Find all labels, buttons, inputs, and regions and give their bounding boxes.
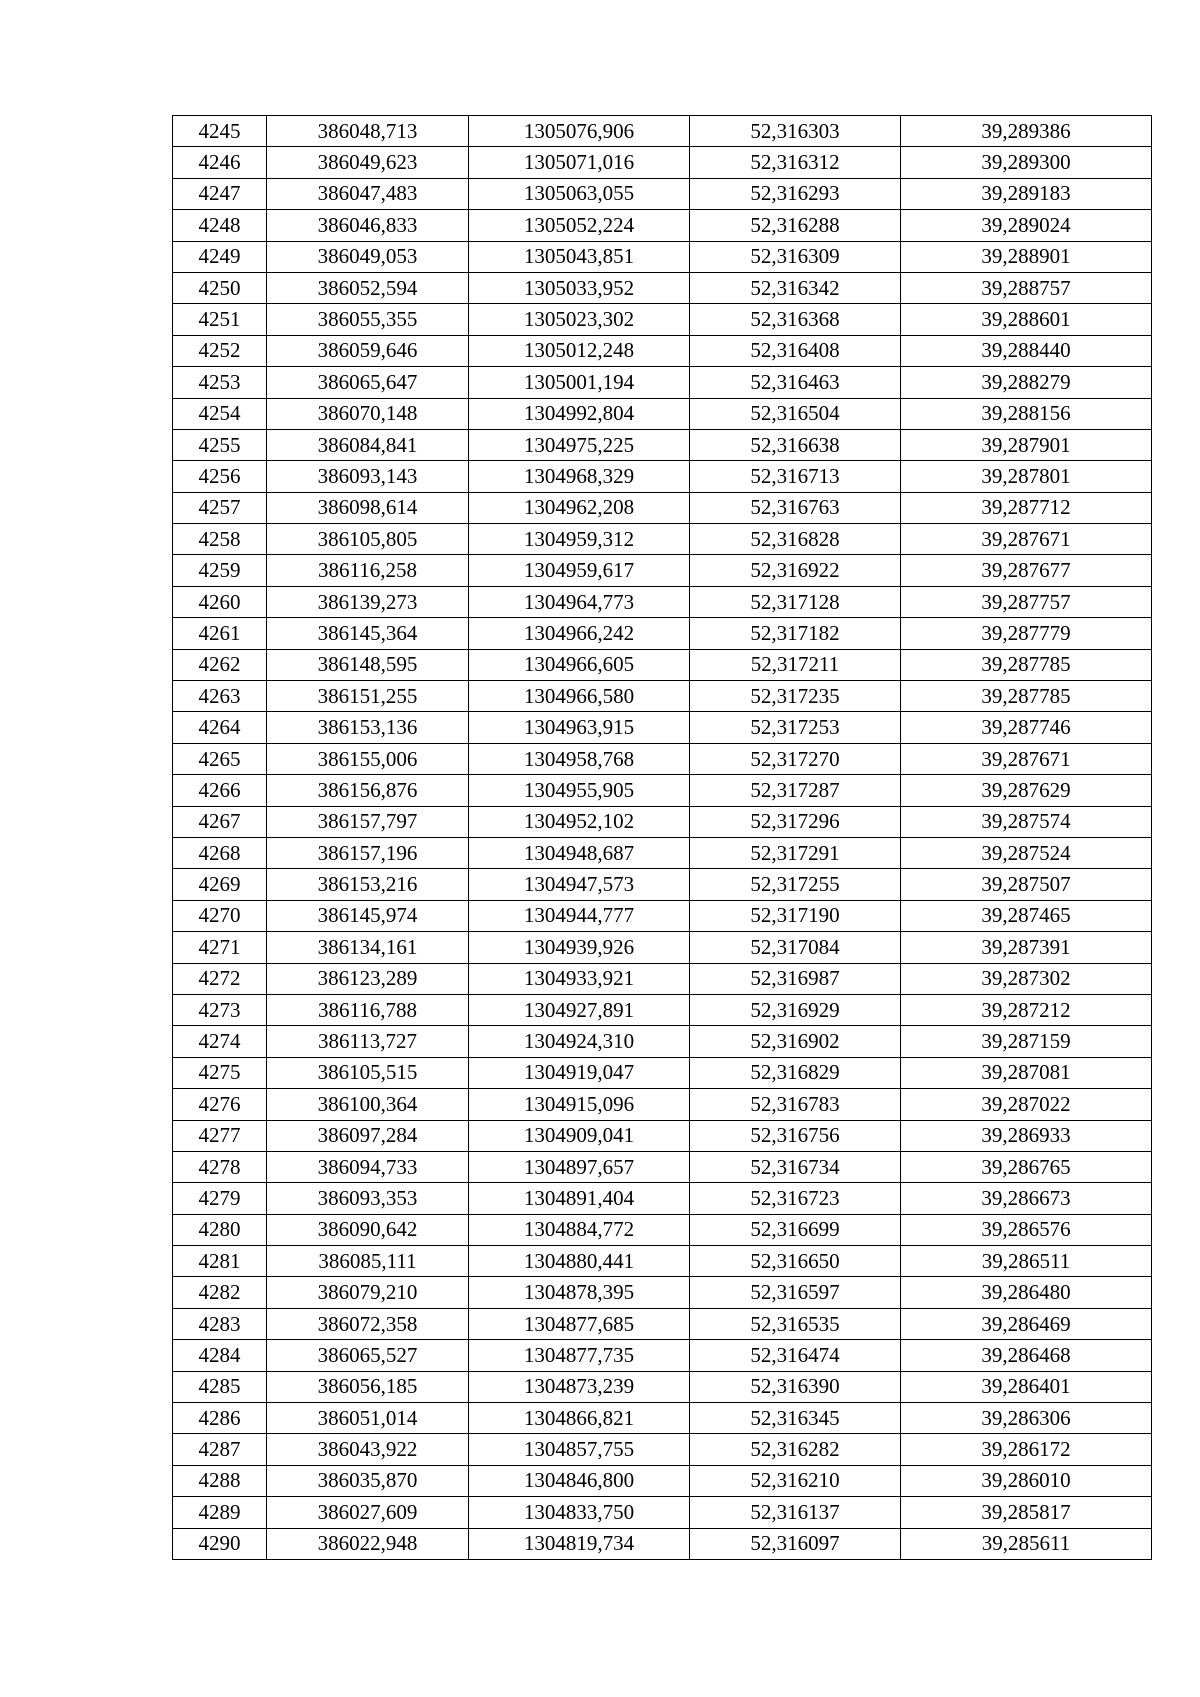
y-coordinate-cell: 1304975,225 (469, 429, 690, 460)
point-number-cell: 4286 (173, 1403, 267, 1434)
coordinates-table-body (173, 116, 1152, 1560)
point-number-cell: 4254 (173, 398, 267, 429)
latitude-cell: 52,316210 (690, 1465, 901, 1496)
x-coordinate-cell: 386098,614 (267, 492, 469, 523)
point-number-cell: 4262 (173, 649, 267, 680)
latitude-cell: 52,316137 (690, 1497, 901, 1528)
point-number-cell: 4250 (173, 272, 267, 303)
longitude-cell: 39,287212 (901, 994, 1152, 1025)
point-number-cell: 4266 (173, 775, 267, 806)
latitude-cell: 52,317296 (690, 806, 901, 837)
latitude-cell: 52,316293 (690, 178, 901, 209)
point-number-cell: 4263 (173, 681, 267, 712)
longitude-cell: 39,286401 (901, 1371, 1152, 1402)
point-number-cell: 4277 (173, 1120, 267, 1151)
y-coordinate-cell: 1304884,772 (469, 1214, 690, 1245)
point-number-cell: 4287 (173, 1434, 267, 1465)
table-row (173, 743, 1152, 774)
table-row (173, 1057, 1152, 1088)
longitude-cell: 39,286673 (901, 1183, 1152, 1214)
point-number-cell: 4265 (173, 743, 267, 774)
longitude-cell: 39,288156 (901, 398, 1152, 429)
y-coordinate-cell: 1305052,224 (469, 210, 690, 241)
table-row (173, 116, 1152, 147)
point-number-cell: 4289 (173, 1497, 267, 1528)
longitude-cell: 39,287801 (901, 461, 1152, 492)
latitude-cell: 52,317270 (690, 743, 901, 774)
table-row (173, 555, 1152, 586)
point-number-cell: 4249 (173, 241, 267, 272)
x-coordinate-cell: 386084,841 (267, 429, 469, 460)
x-coordinate-cell: 386065,647 (267, 367, 469, 398)
longitude-cell: 39,287022 (901, 1089, 1152, 1120)
longitude-cell: 39,287677 (901, 555, 1152, 586)
x-coordinate-cell: 386113,727 (267, 1026, 469, 1057)
table-row (173, 837, 1152, 868)
point-number-cell: 4248 (173, 210, 267, 241)
longitude-cell: 39,286480 (901, 1277, 1152, 1308)
latitude-cell: 52,316282 (690, 1434, 901, 1465)
x-coordinate-cell: 386155,006 (267, 743, 469, 774)
point-number-cell: 4280 (173, 1214, 267, 1245)
x-coordinate-cell: 386148,595 (267, 649, 469, 680)
table-row (173, 1465, 1152, 1496)
table-row (173, 1120, 1152, 1151)
longitude-cell: 39,287785 (901, 681, 1152, 712)
table-row (173, 932, 1152, 963)
x-coordinate-cell: 386043,922 (267, 1434, 469, 1465)
y-coordinate-cell: 1304933,921 (469, 963, 690, 994)
x-coordinate-cell: 386157,196 (267, 837, 469, 868)
y-coordinate-cell: 1305076,906 (469, 116, 690, 147)
y-coordinate-cell: 1304958,768 (469, 743, 690, 774)
y-coordinate-cell: 1304963,915 (469, 712, 690, 743)
latitude-cell: 52,316699 (690, 1214, 901, 1245)
y-coordinate-cell: 1304878,395 (469, 1277, 690, 1308)
longitude-cell: 39,287757 (901, 586, 1152, 617)
longitude-cell: 39,287901 (901, 429, 1152, 460)
table-row (173, 398, 1152, 429)
point-number-cell: 4273 (173, 994, 267, 1025)
x-coordinate-cell: 386153,136 (267, 712, 469, 743)
latitude-cell: 52,316408 (690, 335, 901, 366)
table-row (173, 681, 1152, 712)
point-number-cell: 4288 (173, 1465, 267, 1496)
y-coordinate-cell: 1304968,329 (469, 461, 690, 492)
latitude-cell: 52,316638 (690, 429, 901, 460)
latitude-cell: 52,317287 (690, 775, 901, 806)
latitude-cell: 52,316902 (690, 1026, 901, 1057)
latitude-cell: 52,316097 (690, 1528, 901, 1559)
longitude-cell: 39,287159 (901, 1026, 1152, 1057)
x-coordinate-cell: 386157,797 (267, 806, 469, 837)
point-number-cell: 4282 (173, 1277, 267, 1308)
latitude-cell: 52,316650 (690, 1246, 901, 1277)
point-number-cell: 4279 (173, 1183, 267, 1214)
latitude-cell: 52,317182 (690, 618, 901, 649)
y-coordinate-cell: 1304846,800 (469, 1465, 690, 1496)
table-row (173, 1183, 1152, 1214)
table-row (173, 272, 1152, 303)
x-coordinate-cell: 386100,364 (267, 1089, 469, 1120)
latitude-cell: 52,316734 (690, 1151, 901, 1182)
x-coordinate-cell: 386145,974 (267, 900, 469, 931)
longitude-cell: 39,286576 (901, 1214, 1152, 1245)
latitude-cell: 52,316474 (690, 1340, 901, 1371)
y-coordinate-cell: 1304891,404 (469, 1183, 690, 1214)
y-coordinate-cell: 1304833,750 (469, 1497, 690, 1528)
longitude-cell: 39,287712 (901, 492, 1152, 523)
longitude-cell: 39,287465 (901, 900, 1152, 931)
point-number-cell: 4267 (173, 806, 267, 837)
longitude-cell: 39,287629 (901, 775, 1152, 806)
point-number-cell: 4258 (173, 524, 267, 555)
longitude-cell: 39,285611 (901, 1528, 1152, 1559)
latitude-cell: 52,316463 (690, 367, 901, 398)
table-row (173, 869, 1152, 900)
latitude-cell: 52,317211 (690, 649, 901, 680)
table-row (173, 712, 1152, 743)
x-coordinate-cell: 386116,258 (267, 555, 469, 586)
point-number-cell: 4255 (173, 429, 267, 460)
x-coordinate-cell: 386056,185 (267, 1371, 469, 1402)
longitude-cell: 39,286469 (901, 1308, 1152, 1339)
longitude-cell: 39,288757 (901, 272, 1152, 303)
latitude-cell: 52,316390 (690, 1371, 901, 1402)
point-number-cell: 4278 (173, 1151, 267, 1182)
x-coordinate-cell: 386072,358 (267, 1308, 469, 1339)
point-number-cell: 4290 (173, 1528, 267, 1559)
latitude-cell: 52,316929 (690, 994, 901, 1025)
longitude-cell: 39,286306 (901, 1403, 1152, 1434)
y-coordinate-cell: 1304880,441 (469, 1246, 690, 1277)
latitude-cell: 52,317190 (690, 900, 901, 931)
x-coordinate-cell: 386022,948 (267, 1528, 469, 1559)
x-coordinate-cell: 386059,646 (267, 335, 469, 366)
table-row (173, 1246, 1152, 1277)
longitude-cell: 39,289300 (901, 147, 1152, 178)
table-row (173, 461, 1152, 492)
x-coordinate-cell: 386134,161 (267, 932, 469, 963)
longitude-cell: 39,289183 (901, 178, 1152, 209)
table-row (173, 1089, 1152, 1120)
point-number-cell: 4269 (173, 869, 267, 900)
y-coordinate-cell: 1305001,194 (469, 367, 690, 398)
x-coordinate-cell: 386051,014 (267, 1403, 469, 1434)
table-row (173, 618, 1152, 649)
x-coordinate-cell: 386105,805 (267, 524, 469, 555)
table-row (173, 963, 1152, 994)
longitude-cell: 39,287574 (901, 806, 1152, 837)
y-coordinate-cell: 1304966,580 (469, 681, 690, 712)
x-coordinate-cell: 386105,515 (267, 1057, 469, 1088)
table-row (173, 1340, 1152, 1371)
table-row (173, 900, 1152, 931)
latitude-cell: 52,316713 (690, 461, 901, 492)
y-coordinate-cell: 1304964,773 (469, 586, 690, 617)
x-coordinate-cell: 386097,284 (267, 1120, 469, 1151)
latitude-cell: 52,316312 (690, 147, 901, 178)
table-row (173, 586, 1152, 617)
longitude-cell: 39,286511 (901, 1246, 1152, 1277)
x-coordinate-cell: 386151,255 (267, 681, 469, 712)
latitude-cell: 52,316597 (690, 1277, 901, 1308)
y-coordinate-cell: 1304948,687 (469, 837, 690, 868)
table-row (173, 429, 1152, 460)
x-coordinate-cell: 386085,111 (267, 1246, 469, 1277)
point-number-cell: 4245 (173, 116, 267, 147)
point-number-cell: 4260 (173, 586, 267, 617)
table-row (173, 994, 1152, 1025)
longitude-cell: 39,286010 (901, 1465, 1152, 1496)
y-coordinate-cell: 1304992,804 (469, 398, 690, 429)
table-row (173, 1497, 1152, 1528)
x-coordinate-cell: 386035,870 (267, 1465, 469, 1496)
point-number-cell: 4246 (173, 147, 267, 178)
point-number-cell: 4256 (173, 461, 267, 492)
point-number-cell: 4285 (173, 1371, 267, 1402)
x-coordinate-cell: 386052,594 (267, 272, 469, 303)
longitude-cell: 39,286765 (901, 1151, 1152, 1182)
table-row (173, 1371, 1152, 1402)
longitude-cell: 39,289024 (901, 210, 1152, 241)
x-coordinate-cell: 386156,876 (267, 775, 469, 806)
x-coordinate-cell: 386049,053 (267, 241, 469, 272)
table-row (173, 241, 1152, 272)
latitude-cell: 52,316987 (690, 963, 901, 994)
latitude-cell: 52,316288 (690, 210, 901, 241)
y-coordinate-cell: 1304877,735 (469, 1340, 690, 1371)
x-coordinate-cell: 386027,609 (267, 1497, 469, 1528)
x-coordinate-cell: 386079,210 (267, 1277, 469, 1308)
point-number-cell: 4251 (173, 304, 267, 335)
table-row (173, 147, 1152, 178)
table-row (173, 1308, 1152, 1339)
longitude-cell: 39,286468 (901, 1340, 1152, 1371)
longitude-cell: 39,289386 (901, 116, 1152, 147)
y-coordinate-cell: 1304927,891 (469, 994, 690, 1025)
x-coordinate-cell: 386153,216 (267, 869, 469, 900)
x-coordinate-cell: 386093,353 (267, 1183, 469, 1214)
y-coordinate-cell: 1304919,047 (469, 1057, 690, 1088)
point-number-cell: 4274 (173, 1026, 267, 1057)
x-coordinate-cell: 386123,289 (267, 963, 469, 994)
longitude-cell: 39,287391 (901, 932, 1152, 963)
point-number-cell: 4275 (173, 1057, 267, 1088)
y-coordinate-cell: 1304959,617 (469, 555, 690, 586)
latitude-cell: 52,317255 (690, 869, 901, 900)
longitude-cell: 39,287524 (901, 837, 1152, 868)
point-number-cell: 4261 (173, 618, 267, 649)
x-coordinate-cell: 386090,642 (267, 1214, 469, 1245)
table-row (173, 492, 1152, 523)
y-coordinate-cell: 1304897,657 (469, 1151, 690, 1182)
y-coordinate-cell: 1305023,302 (469, 304, 690, 335)
point-number-cell: 4276 (173, 1089, 267, 1120)
latitude-cell: 52,316723 (690, 1183, 901, 1214)
x-coordinate-cell: 386049,623 (267, 147, 469, 178)
table-row (173, 649, 1152, 680)
longitude-cell: 39,287081 (901, 1057, 1152, 1088)
point-number-cell: 4281 (173, 1246, 267, 1277)
longitude-cell: 39,287785 (901, 649, 1152, 680)
latitude-cell: 52,317291 (690, 837, 901, 868)
longitude-cell: 39,286172 (901, 1434, 1152, 1465)
point-number-cell: 4257 (173, 492, 267, 523)
table-row (173, 367, 1152, 398)
x-coordinate-cell: 386047,483 (267, 178, 469, 209)
x-coordinate-cell: 386055,355 (267, 304, 469, 335)
point-number-cell: 4259 (173, 555, 267, 586)
y-coordinate-cell: 1304909,041 (469, 1120, 690, 1151)
y-coordinate-cell: 1304955,905 (469, 775, 690, 806)
y-coordinate-cell: 1304877,685 (469, 1308, 690, 1339)
table-row (173, 1528, 1152, 1559)
coordinates-table (172, 115, 1152, 1560)
longitude-cell: 39,286933 (901, 1120, 1152, 1151)
y-coordinate-cell: 1304939,926 (469, 932, 690, 963)
y-coordinate-cell: 1304959,312 (469, 524, 690, 555)
longitude-cell: 39,288601 (901, 304, 1152, 335)
x-coordinate-cell: 386094,733 (267, 1151, 469, 1182)
longitude-cell: 39,287746 (901, 712, 1152, 743)
x-coordinate-cell: 386145,364 (267, 618, 469, 649)
table-row (173, 524, 1152, 555)
y-coordinate-cell: 1304873,239 (469, 1371, 690, 1402)
x-coordinate-cell: 386065,527 (267, 1340, 469, 1371)
longitude-cell: 39,285817 (901, 1497, 1152, 1528)
latitude-cell: 52,316828 (690, 524, 901, 555)
y-coordinate-cell: 1304962,208 (469, 492, 690, 523)
longitude-cell: 39,287671 (901, 524, 1152, 555)
table-row (173, 1403, 1152, 1434)
y-coordinate-cell: 1304857,755 (469, 1434, 690, 1465)
table-row (173, 178, 1152, 209)
point-number-cell: 4283 (173, 1308, 267, 1339)
latitude-cell: 52,316829 (690, 1057, 901, 1088)
latitude-cell: 52,316922 (690, 555, 901, 586)
y-coordinate-cell: 1304952,102 (469, 806, 690, 837)
longitude-cell: 39,287671 (901, 743, 1152, 774)
latitude-cell: 52,317084 (690, 932, 901, 963)
y-coordinate-cell: 1304947,573 (469, 869, 690, 900)
table-row (173, 775, 1152, 806)
latitude-cell: 52,317253 (690, 712, 901, 743)
table-row (173, 335, 1152, 366)
longitude-cell: 39,287302 (901, 963, 1152, 994)
table-row (173, 1026, 1152, 1057)
latitude-cell: 52,316763 (690, 492, 901, 523)
latitude-cell: 52,317128 (690, 586, 901, 617)
table-row (173, 304, 1152, 335)
latitude-cell: 52,316342 (690, 272, 901, 303)
latitude-cell: 52,316504 (690, 398, 901, 429)
longitude-cell: 39,287507 (901, 869, 1152, 900)
point-number-cell: 4270 (173, 900, 267, 931)
longitude-cell: 39,288279 (901, 367, 1152, 398)
y-coordinate-cell: 1305033,952 (469, 272, 690, 303)
latitude-cell: 52,316535 (690, 1308, 901, 1339)
x-coordinate-cell: 386093,143 (267, 461, 469, 492)
y-coordinate-cell: 1304944,777 (469, 900, 690, 931)
y-coordinate-cell: 1305012,248 (469, 335, 690, 366)
x-coordinate-cell: 386046,833 (267, 210, 469, 241)
y-coordinate-cell: 1304866,821 (469, 1403, 690, 1434)
y-coordinate-cell: 1304819,734 (469, 1528, 690, 1559)
latitude-cell: 52,316368 (690, 304, 901, 335)
table-row (173, 806, 1152, 837)
x-coordinate-cell: 386139,273 (267, 586, 469, 617)
longitude-cell: 39,288440 (901, 335, 1152, 366)
point-number-cell: 4247 (173, 178, 267, 209)
latitude-cell: 52,316783 (690, 1089, 901, 1120)
point-number-cell: 4272 (173, 963, 267, 994)
x-coordinate-cell: 386048,713 (267, 116, 469, 147)
point-number-cell: 4284 (173, 1340, 267, 1371)
y-coordinate-cell: 1304966,242 (469, 618, 690, 649)
longitude-cell: 39,287779 (901, 618, 1152, 649)
latitude-cell: 52,316345 (690, 1403, 901, 1434)
table-row (173, 210, 1152, 241)
x-coordinate-cell: 386070,148 (267, 398, 469, 429)
table-row (173, 1434, 1152, 1465)
latitude-cell: 52,316303 (690, 116, 901, 147)
table-row (173, 1277, 1152, 1308)
y-coordinate-cell: 1304924,310 (469, 1026, 690, 1057)
table-row (173, 1151, 1152, 1182)
longitude-cell: 39,288901 (901, 241, 1152, 272)
point-number-cell: 4268 (173, 837, 267, 868)
y-coordinate-cell: 1304966,605 (469, 649, 690, 680)
latitude-cell: 52,316756 (690, 1120, 901, 1151)
point-number-cell: 4271 (173, 932, 267, 963)
point-number-cell: 4264 (173, 712, 267, 743)
y-coordinate-cell: 1304915,096 (469, 1089, 690, 1120)
latitude-cell: 52,316309 (690, 241, 901, 272)
x-coordinate-cell: 386116,788 (267, 994, 469, 1025)
y-coordinate-cell: 1305063,055 (469, 178, 690, 209)
y-coordinate-cell: 1305043,851 (469, 241, 690, 272)
point-number-cell: 4252 (173, 335, 267, 366)
latitude-cell: 52,317235 (690, 681, 901, 712)
point-number-cell: 4253 (173, 367, 267, 398)
table-row (173, 1214, 1152, 1245)
y-coordinate-cell: 1305071,016 (469, 147, 690, 178)
